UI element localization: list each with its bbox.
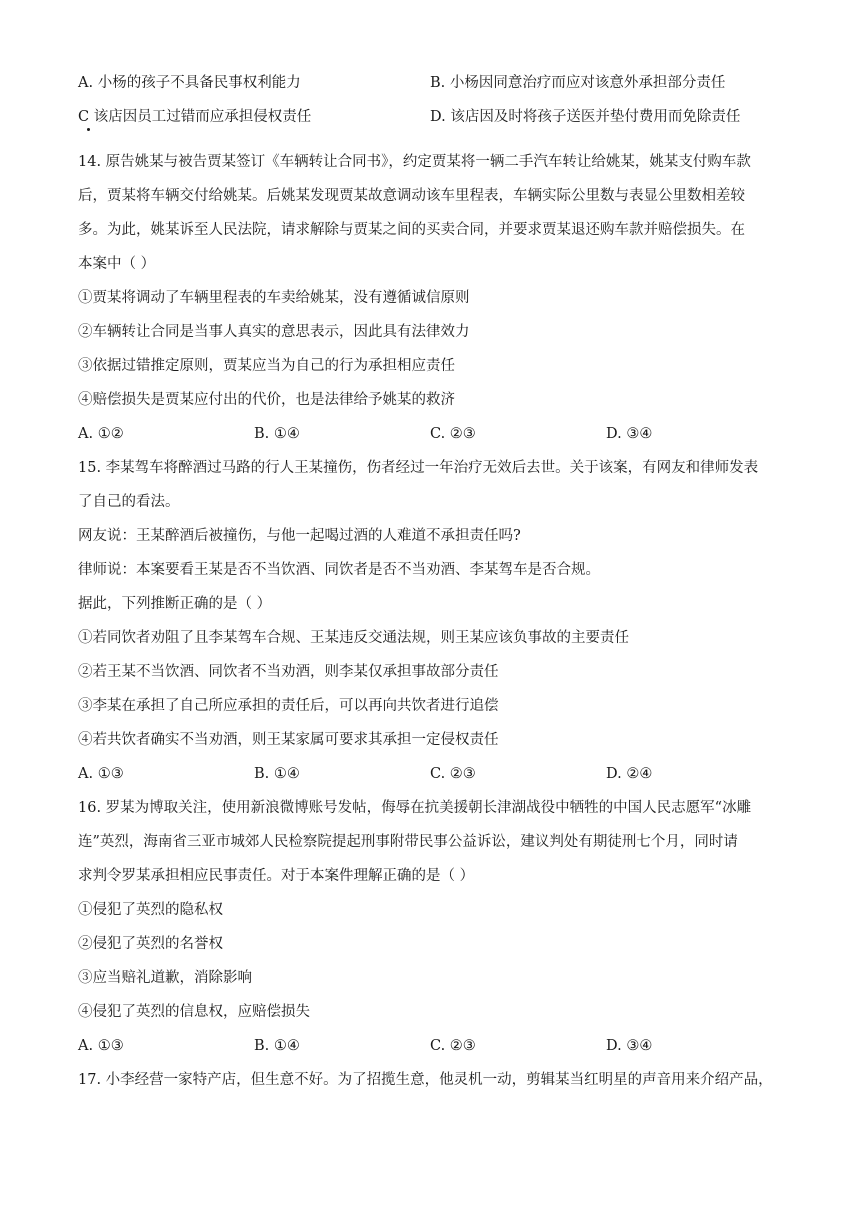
q14-stem-line: 14. 原告姚某与被告贾某签订《车辆转让合同书》，约定贾某将一辆二手汽车转让给姚某，姚某支付购车款: [78, 154, 751, 170]
q14-option-b: B. ①④: [254, 426, 300, 442]
q16-option-d: D. ③④: [606, 1038, 653, 1054]
q16-option-c: C. ②③: [430, 1038, 476, 1054]
q14-stem-line: 本案中（ ）: [78, 256, 156, 272]
q15-item-2: ②若王某不当饮酒、同饮者不当劝酒，则李某仅承担事故部分责任: [78, 664, 499, 680]
q15-item-3: ③李某在承担了自己所应承担的责任后，可以再向共饮者进行追偿: [78, 698, 499, 714]
q17-stem-line: 17. 小李经营一家特产店，但生意不好。为了招揽生意，他灵机一动，剪辑某当红明星的声音用来介绍产品，: [78, 1072, 773, 1088]
q16-item-3: ③应当赔礼道歉，消除影响: [78, 970, 252, 986]
q15-stem-line: 15. 李某驾车将醉酒过马路的行人王某撞伤，伤者经过一年治疗无效后去世。关于该案，有网友和律师发表: [78, 460, 759, 476]
q16-stem-line: 求判令罗某承担相应民事责任。对于本案件理解正确的是（ ）: [78, 868, 475, 884]
q16-stem-line: 连”英烈，海南省三亚市城郊人民检察院提起刑事附带民事公益诉讼，建议判处有期徒刑七个月，同时请: [78, 834, 738, 850]
q15-option-a: A. ①③: [78, 766, 124, 782]
q16-item-1: ①侵犯了英烈的隐私权: [78, 902, 223, 918]
q15-item-1: ①若同饮者劝阻了且李某驾车合规、王某违反交通法规，则王某应该负事故的主要责任: [78, 630, 629, 646]
q13-option-d: D. 该店因及时将孩子送医并垫付费用而免除责任: [430, 109, 741, 125]
q15-option-d: D. ②④: [606, 766, 653, 782]
q15-option-b: B. ①④: [254, 766, 300, 782]
q15-stem-line: 律师说：本案要看王某是否不当饮酒、同饮者是否不当劝酒、李某驾车是否合规。: [78, 562, 600, 578]
q14-option-d: D. ③④: [606, 426, 653, 442]
q14-option-a: A. ①②: [78, 426, 124, 442]
q16-stem-line: 16. 罗某为博取关注，使用新浪微博账号发帖，侮辱在抗美援朝长津湖战役中牺牲的中国人民志愿军“冰雕: [78, 800, 752, 816]
q14-stem-line: 多。为此，姚某诉至人民法院，请求解除与贾某之间的买卖合同，并要求贾某退还购车款并赔偿损失。在: [78, 222, 745, 238]
q15-item-4: ④若共饮者确实不当劝酒，则王某家属可要求其承担一定侵权责任: [78, 732, 499, 748]
q15-stem-line: 了自己的看法。: [78, 494, 180, 510]
option-c-dot: [87, 128, 90, 131]
q13-option-a: A. 小杨的孩子不具备民事权利能力: [78, 75, 301, 91]
q14-stem-line: 后，贾某将车辆交付给姚某。后姚某发现贾某故意调动该车里程表，车辆实际公里数与表显公里数相差较: [78, 188, 745, 204]
q14-item-1: ①贾某将调动了车辆里程表的车卖给姚某，没有遵循诚信原则: [78, 290, 470, 306]
q14-option-c: C. ②③: [430, 426, 476, 442]
q15-stem-line: 据此，下列推断正确的是（ ）: [78, 596, 272, 612]
q14-item-2: ②车辆转让合同是当事人真实的意思表示，因此具有法律效力: [78, 324, 470, 340]
q16-item-4: ④侵犯了英烈的信息权，应赔偿损失: [78, 1004, 310, 1020]
q16-option-a: A. ①③: [78, 1038, 124, 1054]
q15-stem-line: 网友说：王某醉酒后被撞伤，与他一起喝过酒的人难道不承担责任吗?: [78, 528, 521, 544]
q14-item-4: ④赔偿损失是贾某应付出的代价，也是法律给予姚某的救济: [78, 392, 455, 408]
q14-item-3: ③依据过错推定原则，贾某应当为自己的行为承担相应责任: [78, 358, 455, 374]
q15-option-c: C. ②③: [430, 766, 476, 782]
q13-option-c: C 该店因员工过错而应承担侵权责任: [78, 109, 312, 125]
q16-item-2: ②侵犯了英烈的名誉权: [78, 936, 223, 952]
q16-option-b: B. ①④: [254, 1038, 300, 1054]
q13-option-b: B. 小杨因同意治疗而应对该意外承担部分责任: [430, 75, 726, 91]
